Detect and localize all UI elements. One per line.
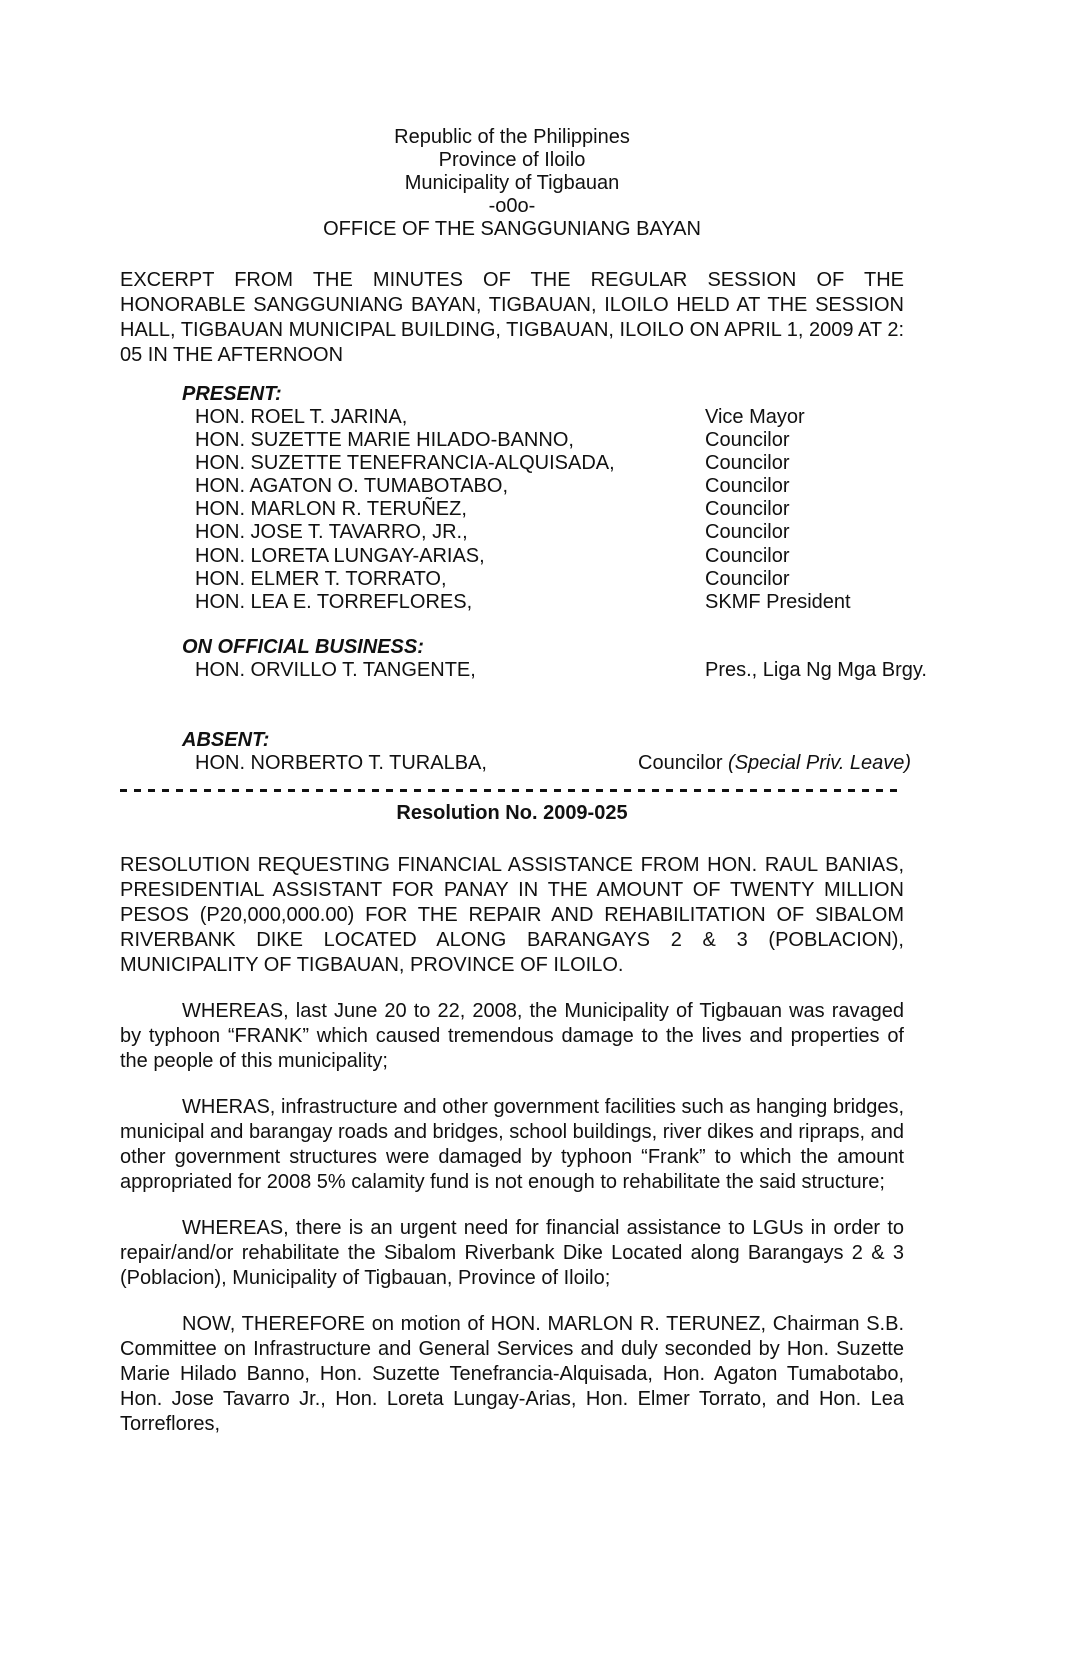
whereas-paragraph-2: WHERAS, infrastructure and other government facilities such as hanging bridges, municipal and barangay roads and bridges, school buildings, river dikes and ripraps, and other government structures were damaged by typhoon “Frank” to which the amount appropriated for 2008 5% calamity fund is not enough to rehabilitate the said structure; <box>120 1096 904 1194</box>
attendee-name: HON. LORETA LUNGAY-ARIAS, <box>195 544 485 567</box>
attendee-name: HON. MARLON R. TERUÑEZ, <box>195 498 467 521</box>
attendee-row <box>120 452 904 475</box>
header-line-province: Province of Iloilo <box>438 149 586 171</box>
attendee-row <box>120 751 912 775</box>
attendee-row <box>120 545 904 568</box>
resolution-title-paragraph: RESOLUTION REQUESTING FINANCIAL ASSISTANCE FROM HON. RAUL BANIAS, PRESIDENTIAL ASSISTANT FOR PANAY IN THE AMOUNT OF TWENTY MILLION PESOS (P20,000,000.00) FOR THE REPAIR AND REHABILITATION OF SIBALOM RIVERBANK DIKE LOCATED ALONG BARANGAYS 2 & 3 (POBLACION), MUNICIPALITY OF TIGBAUAN, PROVINCE OF ILOILO. <box>120 854 904 977</box>
official-business-section <box>120 635 927 682</box>
attendee-role: Councilor <box>705 544 790 567</box>
attendee-name: HON. ROEL T. JARINA, <box>195 406 408 428</box>
attendee-name: HON. LEA E. TORREFLORES, <box>195 590 473 613</box>
whereas-paragraph-1: WHEREAS, last June 20 to 22, 2008, the Municipality of Tigbauan was ravaged by typhoon “FRANK” which caused tremendous damage to the lives and properties of the people of this municipality; <box>120 1000 904 1073</box>
header-line-municipality: Municipality of Tigbauan <box>404 172 620 194</box>
attendee-name: HON. NORBERTO T. TURALBA, <box>195 751 487 774</box>
present-section <box>120 383 904 614</box>
dashed-divider <box>120 789 904 792</box>
header-line-office: OFFICE OF THE SANGGUNIANG BAYAN <box>323 218 701 240</box>
attendee-role: Councilor <box>705 452 790 475</box>
absent-section <box>120 728 912 775</box>
attendee-row <box>120 406 904 429</box>
present-list <box>120 406 904 614</box>
attendee-role <box>638 752 911 775</box>
resolution-number: Resolution No. 2009-025 <box>396 802 628 825</box>
attendee-role: Councilor <box>705 521 790 544</box>
attendee-name: HON. JOSE T. TAVARRO, JR., <box>195 521 468 544</box>
attendee-row <box>120 498 904 521</box>
attendee-row <box>120 568 904 591</box>
official-business-heading: ON OFFICIAL BUSINESS: <box>182 635 424 658</box>
header-line-ornament: -o0o- <box>488 195 536 217</box>
document-header <box>120 126 904 241</box>
attendee-role-title: Councilor <box>638 751 729 774</box>
attendee-role: Councilor <box>705 567 790 590</box>
attendee-role-note: (Special Priv. Leave) <box>728 751 912 774</box>
attendee-name: HON. ELMER T. TORRATO, <box>195 567 447 590</box>
present-heading: PRESENT: <box>182 383 282 405</box>
whereas-paragraph-3: WHEREAS, there is an urgent need for financial assistance to LGUs in order to repair/and/or rehabilitate the Sibalom Riverbank Dike Located along Barangays 2 & 3 (Poblacion), Municipality of Tigbauan, Province of Iloilo; <box>120 1217 904 1290</box>
now-therefore-paragraph: NOW, THEREFORE on motion of HON. MARLON R. TERUNEZ, Chairman S.B. Committee on Infrastructure and General Services and duly seconded by Hon. Suzette Marie Hilado Banno, Hon. Suzette Tenefrancia-Alquisada, Hon. Agaton Tumabotabo, Hon. Jose Tavarro Jr., Hon. Loreta Lungay-Arias, Hon. Elmer Torrato, and Hon. Lea Torreflores, <box>120 1313 904 1436</box>
attendee-role: Councilor <box>705 475 790 498</box>
attendee-role: SKMF President <box>705 590 851 613</box>
attendee-row <box>120 475 904 498</box>
attendee-name: HON. ORVILLO T. TANGENTE, <box>195 658 476 681</box>
attendee-role: Pres., Liga Ng Mga Brgy. <box>705 658 927 681</box>
attendee-role: Councilor <box>705 498 790 521</box>
attendee-name: HON. SUZETTE MARIE HILADO-BANNO, <box>195 429 574 452</box>
attendee-row <box>120 429 904 452</box>
excerpt-paragraph: EXCERPT FROM THE MINUTES OF THE REGULAR SESSION OF THE HONORABLE SANGGUNIANG BAYAN, TIGBAUAN, ILOILO HELD AT THE SESSION HALL, TIGBAUAN MUNICIPAL BUILDING, TIGBAUAN, ILOILO ON APRIL 1, 2009 AT 2: 05 IN THE AFTERNOON <box>120 269 904 366</box>
attendee-row <box>120 658 927 682</box>
absent-heading: ABSENT: <box>182 728 270 751</box>
attendee-role: Councilor <box>705 429 790 452</box>
attendee-row <box>120 591 904 614</box>
attendee-role: Vice Mayor <box>705 406 805 428</box>
attendee-name: HON. SUZETTE TENEFRANCIA-ALQUISADA, <box>195 452 615 475</box>
attendee-row <box>120 521 904 544</box>
header-line-republic: Republic of the Philippines <box>394 126 630 148</box>
attendee-name: HON. AGATON O. TUMABOTABO, <box>195 475 509 498</box>
